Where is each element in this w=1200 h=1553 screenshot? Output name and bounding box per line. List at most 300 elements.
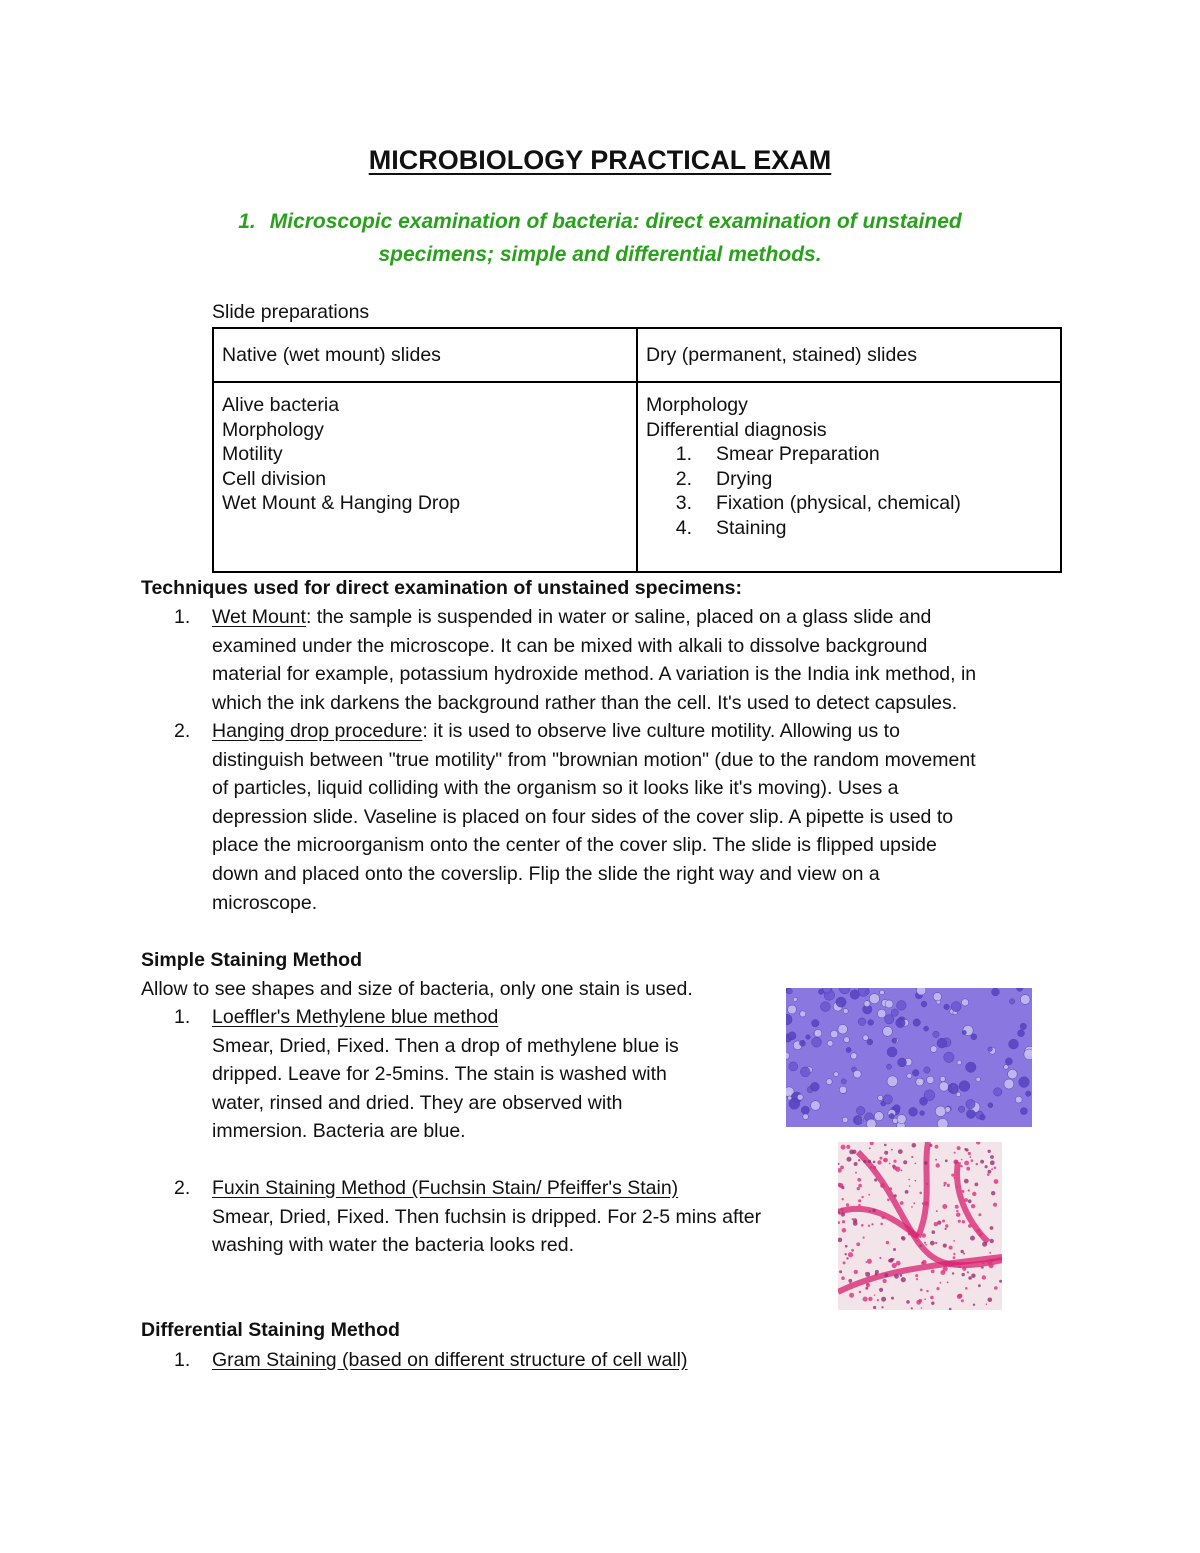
bacteria-dot (868, 1160, 871, 1163)
bacteria-dot (858, 1159, 860, 1161)
bacteria-dot (919, 1192, 922, 1195)
text-line: water, rinsed and dried. They are observed with (212, 1091, 623, 1114)
cell-dot (826, 1079, 832, 1085)
bacteria-dot (854, 1270, 858, 1274)
simple-staining-intro: Allow to see shapes and size of bacteria, only one stain is used. (141, 978, 693, 1000)
cell-dot (803, 1114, 809, 1120)
cell-dot (980, 1115, 986, 1121)
bacteria-dot (913, 1202, 915, 1204)
cell-dot (869, 994, 879, 1004)
bacteria-dot (877, 1160, 881, 1164)
text-line: material for example, potassium hydroxide method. A variation is the India ink method, in (212, 663, 977, 686)
cell-dot (887, 1047, 897, 1057)
step-text: Fixation (physical, chemical) (716, 492, 961, 515)
bacteria-dot (889, 1187, 892, 1190)
bacteria-dot (843, 1261, 846, 1264)
fuchsin-micrograph (838, 1142, 1002, 1310)
item-number: 1. (174, 1349, 191, 1371)
bacteria-dot (945, 1159, 948, 1162)
bacteria-dot (857, 1178, 861, 1182)
methylene-blue-micrograph (786, 988, 1032, 1127)
bacteria-dot (965, 1287, 968, 1290)
bacteria-dot (994, 1286, 998, 1290)
cell-dot (885, 1000, 893, 1008)
bacteria-dot (943, 1244, 947, 1248)
cell-dot (810, 1082, 819, 1091)
cell-dot (789, 1062, 798, 1071)
cell-dot (806, 1035, 811, 1040)
bacteria-dot (845, 1245, 848, 1248)
list-item-wet-mount (174, 603, 1074, 719)
bacteria-dot (921, 1233, 926, 1238)
text-fragment: : the sample is suspended in water or saline, placed on a glass slide and (305, 606, 932, 628)
bacteria-dot (930, 1241, 935, 1246)
bacteria-dot (852, 1150, 856, 1154)
bacteria-dot (956, 1210, 958, 1212)
cell-dot (801, 1106, 809, 1114)
cell-dot (853, 1070, 861, 1078)
cell-dot (920, 1111, 925, 1116)
bacteria-dot (903, 1160, 907, 1164)
dry-item: Morphology (646, 394, 748, 416)
cell-dot (948, 1083, 958, 1093)
cell-dot (812, 1037, 822, 1047)
bacteria-dot (911, 1307, 913, 1309)
bacteria-dot (845, 1253, 847, 1255)
text-line: microscope. (212, 891, 318, 914)
cell-dot (916, 988, 926, 995)
bacteria-dot (987, 1259, 992, 1264)
bacteria-dot (901, 1236, 905, 1240)
item-title: Gram Staining (based on different structure of cell wall) (212, 1349, 688, 1371)
techniques-heading: Techniques used for direct examination of unstained specimens: (141, 577, 743, 599)
cell-dot (994, 1088, 1002, 1096)
bacteria-dot (966, 1167, 970, 1171)
bacteria-dot (842, 1198, 844, 1200)
bacteria-dot (935, 1159, 937, 1161)
bacteria-dot (934, 1222, 938, 1226)
bacteria-dot (971, 1159, 974, 1162)
native-item: Alive bacteria (222, 394, 340, 416)
bacteria-dot (953, 1177, 955, 1179)
bacteria-dot (884, 1273, 888, 1277)
cell-dot (940, 1076, 945, 1081)
bacteria-dot (908, 1179, 910, 1181)
bacteria-dot (918, 1299, 922, 1303)
list-item (670, 467, 1052, 492)
cell-dot (1018, 1030, 1025, 1037)
cell-dot (814, 1029, 822, 1037)
bacteria-dot (911, 1156, 913, 1158)
cell-dot (853, 1116, 862, 1125)
cell-dot (1004, 1079, 1014, 1089)
cell-dot (834, 1072, 839, 1077)
cell-dot (935, 1106, 946, 1117)
cell-dot (1020, 1108, 1027, 1115)
cell-dot (851, 1053, 857, 1059)
bacteria-dot (999, 1280, 1002, 1283)
bacteria-dot (908, 1232, 911, 1235)
bacteria-dot (916, 1240, 918, 1242)
bacteria-dot (968, 1224, 972, 1228)
cell-dot (933, 993, 941, 1001)
bacteria-dot (851, 1249, 854, 1252)
bacteria-dot (848, 1252, 853, 1257)
bacteria-dot (915, 1163, 917, 1165)
header-dry: Dry (permanent, stained) slides (637, 328, 1061, 382)
bacteria-dot (967, 1271, 969, 1273)
cell-dot (933, 1031, 939, 1037)
table-header-row (213, 328, 1061, 382)
item-title: Fuxin Staining Method (Fuchsin Stain/ Pfeiffer's Stain) (212, 1177, 679, 1199)
cell-dot (937, 1118, 948, 1127)
bacteria-dot (952, 1272, 954, 1274)
bacteria-dot (924, 1242, 926, 1244)
bacteria-dot (921, 1262, 924, 1265)
bacteria-dot (855, 1172, 857, 1174)
bacteria-dot (915, 1274, 918, 1277)
bacteria-dot (970, 1156, 972, 1158)
cell-dot (797, 1094, 803, 1100)
bacteria-dot (901, 1170, 903, 1172)
cell-dot (836, 997, 846, 1007)
cell-dot (886, 1064, 891, 1069)
bacteria-dot (943, 1266, 948, 1271)
cell-dot (821, 1002, 831, 1012)
bacteria-dot (898, 1149, 903, 1154)
bacteria-dot (959, 1266, 961, 1268)
step-text: Smear Preparation (716, 443, 880, 466)
cell-dot (957, 1060, 962, 1065)
bacteria-dot (963, 1253, 965, 1255)
cell-dot (921, 1001, 927, 1007)
list-item (670, 442, 1052, 467)
item-title: Loeffler's Methylene blue method (212, 1006, 499, 1028)
bacteria-dot (924, 1201, 929, 1206)
cell-dot (951, 1002, 961, 1012)
bacteria-dot (900, 1274, 903, 1277)
bacteria-dot (956, 1213, 960, 1217)
bacteria-dot (839, 1270, 842, 1273)
simple-staining-heading: Simple Staining Method (141, 949, 363, 971)
bacteria-dot (958, 1220, 961, 1223)
bacteria-dot (892, 1263, 897, 1268)
cell-dot (877, 1009, 886, 1018)
bacteria-dot (884, 1144, 887, 1147)
bacteria-dot (931, 1302, 934, 1305)
bacteria-dot (884, 1151, 888, 1155)
step-text: Drying (716, 467, 773, 490)
bacteria-dot (873, 1209, 876, 1212)
cell-dot (788, 1032, 796, 1040)
item-text (212, 717, 1074, 917)
term-hanging-drop: Hanging drop procedure (212, 720, 423, 742)
cell-dot (971, 1034, 977, 1040)
text-line: depression slide. Vaseline is placed on four sides of the cover slip. A pipette is used to (212, 805, 954, 828)
bacteria-dot (986, 1303, 988, 1305)
bacteria-dot (947, 1184, 950, 1187)
cell-dot (839, 1086, 846, 1093)
methylene-blue-image (786, 988, 1032, 1127)
bacteria-dot (925, 1244, 927, 1246)
cell-dot (976, 1077, 981, 1082)
cell-dot (945, 1107, 951, 1113)
bacteria-dot (942, 1220, 945, 1223)
bacteria-dot (982, 1242, 987, 1247)
item-text (212, 1346, 1074, 1375)
cell-dot (1026, 1091, 1031, 1096)
cell-dot (988, 1103, 993, 1108)
cell-dot (787, 988, 793, 994)
bacteria-dot (971, 1274, 975, 1278)
bacteria-dot (887, 1199, 890, 1202)
bacteria-dot (957, 1146, 961, 1150)
bacteria-dot (936, 1287, 939, 1290)
bacteria-dot (901, 1277, 906, 1282)
cell-dot (1009, 999, 1014, 1004)
cell-dot (897, 1115, 906, 1124)
bacteria-dot (886, 1241, 889, 1244)
bacteria-dot (891, 1297, 894, 1300)
cell-dot (966, 1100, 975, 1109)
bacteria-dot (978, 1213, 981, 1216)
bacteria-dot (929, 1144, 932, 1147)
bacteria-dot (953, 1253, 955, 1255)
fuchsin-image (838, 1142, 1002, 1310)
bacteria-dot (847, 1157, 852, 1162)
bacteria-dot (842, 1220, 845, 1223)
bacteria-dot (849, 1293, 854, 1298)
cell-dot (842, 1117, 848, 1123)
bacteria-dot (909, 1185, 911, 1187)
item-number: 1. (174, 1006, 191, 1028)
section-number: 1. (238, 210, 256, 233)
bacteria-dot (909, 1228, 912, 1231)
bacteria-dot (873, 1306, 876, 1309)
list-item-hanging-drop (174, 717, 1074, 921)
cell-dot (1008, 1069, 1018, 1079)
bacteria-dot (861, 1224, 864, 1227)
bacteria-dot (964, 1198, 968, 1202)
table-caption: Slide preparations (212, 301, 370, 323)
bacteria-dot (856, 1242, 860, 1246)
step-number: 2. (675, 467, 692, 490)
bacteria-dot (924, 1161, 928, 1165)
cell-dot (799, 1040, 805, 1046)
bacteria-dot (962, 1273, 965, 1276)
bacteria-dot (988, 1170, 992, 1174)
item-text (212, 1174, 834, 1260)
cell-dot (1020, 995, 1030, 1005)
bacteria-dot (970, 1236, 975, 1241)
list-item-gram-staining (174, 1346, 1074, 1376)
text-line: Smear, Dried, Fixed. Then a drop of methylene blue is (212, 1034, 679, 1057)
bacteria-dot (911, 1206, 913, 1208)
cell-dot (811, 1101, 821, 1111)
bacteria-dot (989, 1252, 991, 1254)
bacteria-dot (873, 1161, 876, 1164)
bacteria-dot (953, 1160, 958, 1165)
bacteria-dot (883, 1158, 888, 1163)
cell-dot (866, 1119, 876, 1127)
bacteria-dot (871, 1223, 873, 1225)
text-line: distinguish between "true motility" from "brownian motion" (due to the random movement (212, 748, 976, 771)
bacteria-dot (879, 1288, 883, 1292)
cell-dot (891, 1009, 898, 1016)
bacteria-dot (968, 1199, 972, 1203)
item-text (212, 1003, 772, 1146)
bacteria-dot (949, 1246, 953, 1250)
cell-dot (841, 1079, 846, 1084)
bacteria-dot (894, 1194, 897, 1197)
cell-dot (827, 1040, 833, 1046)
item-number: 2. (174, 720, 191, 742)
cell-dot (883, 1027, 893, 1037)
cell-dot (867, 1039, 873, 1045)
bacteria-dot (980, 1160, 984, 1164)
bacteria-dot (991, 1191, 995, 1195)
bacteria-dot (971, 1204, 975, 1208)
bacteria-dot (889, 1163, 891, 1165)
cell-dot (966, 1062, 976, 1072)
bacteria-dot (962, 1267, 966, 1271)
cell-dot (846, 1047, 851, 1052)
bacteria-dot (976, 1163, 978, 1165)
text-line: place the microorganism onto the center of the cover slip. The slide is flipped upside (212, 834, 937, 857)
bacteria-dot (883, 1279, 887, 1283)
cell-dot (889, 1113, 894, 1118)
text-line: which the ink darkens the background rather than the cell. It's used to detect capsules. (212, 691, 958, 714)
bacteria-dot (841, 1145, 846, 1150)
cell-dot (880, 990, 885, 995)
cell-dot (924, 1026, 929, 1031)
bacteria-dot (840, 1208, 844, 1212)
list-item-fuchsin (174, 1174, 834, 1264)
cell-dot (912, 1070, 919, 1077)
cell-dot (818, 989, 823, 994)
cell-dot (883, 1095, 892, 1104)
bacteria-dot (968, 1276, 972, 1280)
bacteria-dot (852, 1218, 854, 1220)
text-line: immersion. Bacteria are blue. (212, 1120, 466, 1143)
section-heading-line2: specimens; simple and differential methods. (378, 243, 822, 266)
bacteria-dot (964, 1179, 969, 1184)
bacteria-dot (990, 1160, 995, 1165)
bacteria-dot (881, 1297, 886, 1302)
bacteria-dot (891, 1149, 893, 1151)
cell-dot (844, 1037, 850, 1043)
bacteria-dot (846, 1203, 849, 1206)
text-line: down and placed onto the coverslip. Flip the slide the right way and view on a (212, 862, 880, 885)
cell-dot (1005, 1058, 1012, 1065)
list-item-methylene-blue (174, 1003, 774, 1149)
cell-dot (830, 1030, 838, 1038)
bacteria-dot (942, 1204, 947, 1209)
bacteria-dot (905, 1190, 909, 1194)
cell-dot (944, 1004, 950, 1010)
bacteria-dot (936, 1210, 938, 1212)
item-number: 2. (174, 1177, 191, 1199)
cell-dot (856, 1106, 865, 1115)
cell-dot (858, 1018, 866, 1026)
bacteria-dot (994, 1179, 999, 1184)
bacteria-dot (869, 1147, 871, 1149)
dry-item: Differential diagnosis (646, 418, 827, 441)
bacteria-dot (854, 1162, 858, 1166)
bacteria-dot (964, 1161, 969, 1166)
cell-dot (956, 1092, 961, 1097)
bacteria-dot (968, 1152, 971, 1155)
cell-dot (992, 988, 1000, 996)
cell-dot (898, 1058, 907, 1067)
bacteria-dot (962, 1190, 965, 1193)
bacteria-dot (858, 1204, 861, 1207)
bacteria-dot (977, 1229, 980, 1232)
text-line: dripped. Leave for 2-5mins. The stain is washed with (212, 1063, 667, 1086)
bacteria-dot (988, 1298, 993, 1303)
bacteria-dot (932, 1230, 936, 1234)
bacteria-dot (953, 1256, 956, 1259)
bacteria-dot (919, 1245, 921, 1247)
bacteria-dot (868, 1194, 870, 1196)
cell-dot (924, 1067, 930, 1073)
bacteria-dot (880, 1183, 885, 1188)
bacteria-dot (866, 1261, 868, 1263)
cell-dot (874, 1112, 883, 1121)
bacteria-dot (877, 1299, 879, 1301)
bacteria-dot (875, 1273, 878, 1276)
bacteria-dot (846, 1145, 850, 1149)
differential-staining-heading: Differential Staining Method (141, 1319, 400, 1341)
bacteria-dot (880, 1157, 883, 1160)
bacteria-dot (990, 1155, 994, 1159)
cell-dot (920, 1097, 928, 1105)
cell-dot (913, 1019, 920, 1026)
bacteria-dot (865, 1272, 867, 1274)
cell-dot (788, 1096, 792, 1100)
step-number: 1. (675, 443, 692, 466)
bacteria-dot (990, 1226, 994, 1230)
bacteria-dot (921, 1307, 923, 1309)
cell-dot (937, 1038, 947, 1048)
bacteria-dot (920, 1289, 923, 1292)
bacteria-dot (912, 1143, 917, 1148)
cell-dot (800, 1011, 806, 1017)
bacteria-dot (858, 1199, 861, 1202)
bacteria-dot (882, 1216, 885, 1219)
bacteria-dot (981, 1261, 984, 1264)
cell-dot (988, 1047, 993, 1052)
section-heading (0, 205, 1200, 271)
native-cell (213, 382, 637, 572)
bacteria-dot (944, 1182, 947, 1185)
bacteria-dot (869, 1210, 871, 1212)
bacteria-dot (922, 1202, 924, 1204)
bacteria-dot (954, 1152, 956, 1154)
cell-dot (896, 1018, 905, 1027)
bacteria-dot (858, 1184, 862, 1188)
bacteria-dot (841, 1276, 845, 1280)
cell-dot (878, 1095, 883, 1100)
bacteria-dot (957, 1186, 959, 1188)
bacteria-dot (945, 1224, 948, 1227)
text-line (212, 717, 1074, 746)
cell-dot (864, 1001, 870, 1007)
cell-dot (966, 1110, 975, 1119)
cell-dot (1019, 1077, 1030, 1088)
cell-dot (958, 1106, 964, 1112)
step-text: Staining (716, 516, 787, 539)
